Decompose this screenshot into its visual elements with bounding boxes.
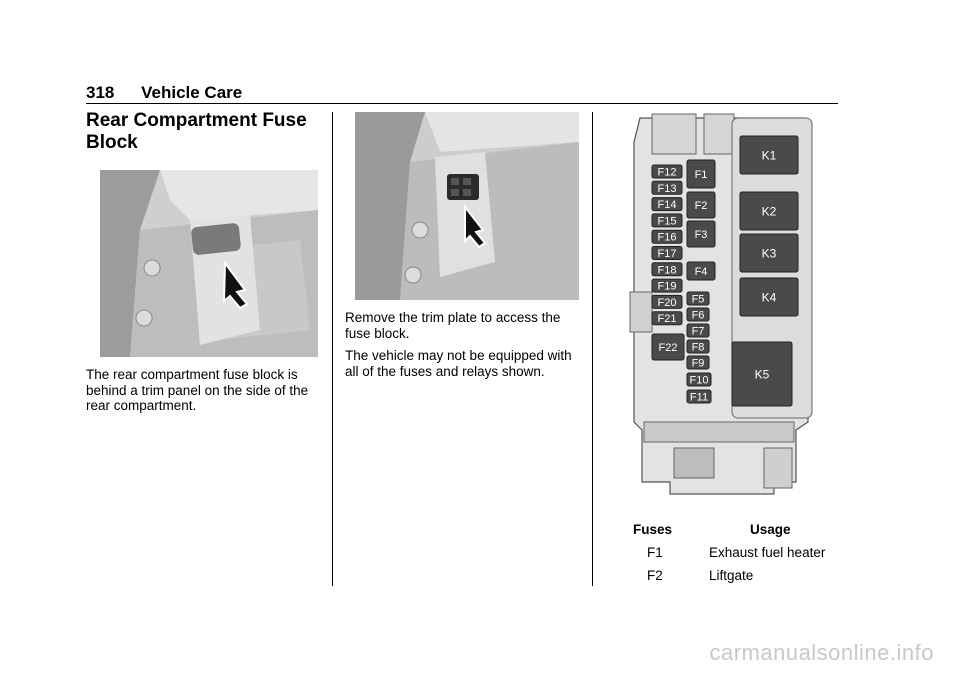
- watermark: carmanualsonline.info: [709, 640, 934, 665]
- fuse-f6-label: F6: [691, 309, 705, 322]
- page-header: [86, 83, 242, 103]
- section-heading: Rear Compartment Fuse Block: [86, 110, 307, 153]
- table-row-usage: Exhaust fuel heater: [709, 545, 826, 560]
- col2-paragraph-2: The vehicle may not be equipped with all of the fuses and relays shown.: [345, 348, 572, 379]
- fuse-f11-label: F11: [689, 391, 709, 404]
- fuse-usage-table: [623, 522, 843, 592]
- fuse-block-location-photo: [355, 112, 579, 300]
- section-title: Vehicle Care: [141, 83, 243, 102]
- column-divider-2: [592, 112, 593, 586]
- col1-paragraph: The rear compartment fuse block is behind a trim panel on the side of the rear compartment.: [86, 367, 309, 413]
- fuse-f16-label: F16: [657, 231, 677, 244]
- fuse-f7-label: F7: [691, 325, 705, 338]
- relay-k3-label: K3: [761, 246, 777, 261]
- relay-k1-label: K1: [761, 148, 777, 163]
- table-row-usage: Liftgate: [709, 568, 754, 583]
- fuse-f4-label: F4: [694, 265, 708, 278]
- fuse-f10-label: F10: [689, 374, 709, 387]
- relay-k4-label: K4: [761, 290, 777, 305]
- fuse-f5-label: F5: [691, 293, 705, 306]
- fuse-f3-label: F3: [694, 228, 708, 241]
- fuse-f15-label: F15: [657, 215, 677, 228]
- fuse-f20-label: F20: [657, 296, 677, 309]
- fuse-f12-label: F12: [657, 166, 677, 179]
- fuse-f17-label: F17: [657, 247, 677, 260]
- trim-panel-photo: [100, 170, 318, 357]
- fuse-f14-label: F14: [657, 199, 677, 212]
- header-rule: [86, 103, 838, 104]
- fuse-f9-label: F9: [691, 357, 705, 370]
- relay-k2-label: K2: [761, 204, 777, 219]
- fuse-f1-label: F1: [694, 168, 708, 181]
- table-row-fuse: F2: [647, 568, 663, 583]
- column-divider-1: [332, 112, 333, 586]
- fuse-block-diagram: [624, 112, 820, 498]
- fuse-f13-label: F13: [657, 182, 677, 195]
- fuse-f19-label: F19: [657, 280, 677, 293]
- page-number: 318: [86, 83, 115, 102]
- table-header-fuses: Fuses: [633, 522, 673, 537]
- fuse-f21-label: F21: [657, 313, 677, 326]
- table-row-fuse: F1: [647, 545, 663, 560]
- relay-k5-label: K5: [754, 367, 770, 382]
- fuse-f18-label: F18: [657, 264, 677, 277]
- table-header-usage: Usage: [750, 522, 791, 537]
- fuse-f22-label: F22: [658, 341, 678, 354]
- fuse-f8-label: F8: [691, 341, 705, 354]
- col2-paragraph-1: Remove the trim plate to access the fuse block.: [345, 310, 561, 341]
- fuse-f2-label: F2: [694, 199, 708, 212]
